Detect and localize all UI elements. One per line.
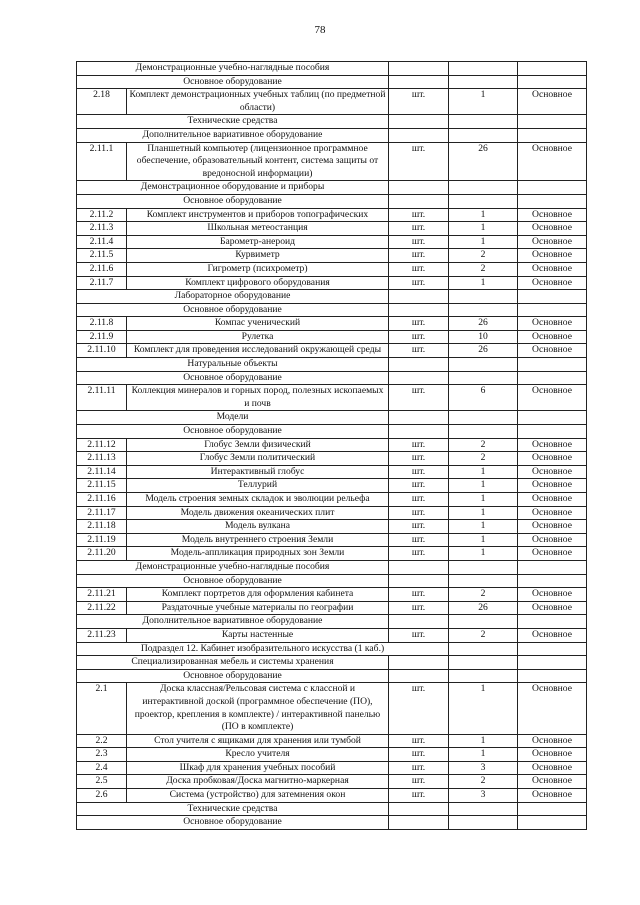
item-quantity: 1 xyxy=(449,222,518,236)
item-number: 2.11.12 xyxy=(77,438,127,452)
section-row xyxy=(77,816,587,830)
empty-cell xyxy=(389,358,449,372)
section-heading: Основное оборудование xyxy=(77,574,389,588)
item-quantity: 26 xyxy=(449,344,518,358)
section-row xyxy=(77,128,587,142)
empty-cell xyxy=(389,181,449,195)
section-heading: Основное оборудование xyxy=(77,303,389,317)
empty-cell xyxy=(389,615,449,629)
empty-cell xyxy=(389,62,449,76)
equipment-table xyxy=(76,61,587,830)
item-number: 2.11.7 xyxy=(77,276,127,290)
item-number: 2.11.16 xyxy=(77,493,127,507)
section-heading: Демонстрационные учебно-наглядные пособия xyxy=(77,560,389,574)
section-row xyxy=(77,181,587,195)
item-name: Модель вулкана xyxy=(127,520,389,534)
section-heading: Основное оборудование xyxy=(77,425,389,439)
empty-cell xyxy=(389,669,449,683)
item-number: 2.11.22 xyxy=(77,601,127,615)
item-unit: шт. xyxy=(389,438,449,452)
item-type: Основное xyxy=(518,748,587,762)
empty-cell xyxy=(389,656,449,670)
empty-cell xyxy=(518,411,587,425)
table-row xyxy=(77,262,587,276)
empty-cell xyxy=(449,802,518,816)
empty-cell xyxy=(389,371,449,385)
empty-cell xyxy=(518,816,587,830)
item-name: Интерактивный глобус xyxy=(127,465,389,479)
section-row xyxy=(77,411,587,425)
empty-cell xyxy=(449,62,518,76)
item-name: Модель внутреннего строения Земли xyxy=(127,533,389,547)
section-row xyxy=(77,371,587,385)
table-row xyxy=(77,249,587,263)
table-row xyxy=(77,222,587,236)
empty-cell xyxy=(518,371,587,385)
table-row xyxy=(77,588,587,602)
item-name: Школьная метеостанция xyxy=(127,222,389,236)
item-unit: шт. xyxy=(389,789,449,803)
item-number: 2.11.1 xyxy=(77,142,127,181)
empty-cell xyxy=(518,290,587,304)
item-unit: шт. xyxy=(389,520,449,534)
section-row xyxy=(77,560,587,574)
table-row xyxy=(77,520,587,534)
empty-cell xyxy=(518,642,587,656)
empty-cell xyxy=(449,303,518,317)
item-number: 2.11.2 xyxy=(77,208,127,222)
item-type: Основное xyxy=(518,438,587,452)
item-number: 2.11.9 xyxy=(77,330,127,344)
empty-cell xyxy=(389,802,449,816)
item-unit: шт. xyxy=(389,775,449,789)
empty-cell xyxy=(518,574,587,588)
empty-cell xyxy=(518,128,587,142)
empty-cell xyxy=(518,115,587,129)
item-unit: шт. xyxy=(389,734,449,748)
empty-cell xyxy=(449,574,518,588)
section-row xyxy=(77,425,587,439)
section-heading: Основное оборудование xyxy=(77,75,389,89)
empty-cell xyxy=(518,802,587,816)
item-type: Основное xyxy=(518,235,587,249)
table-row xyxy=(77,479,587,493)
table-row xyxy=(77,493,587,507)
item-name: Модель строения земных складок и эволюции рельефа xyxy=(127,493,389,507)
item-number: 2.11.5 xyxy=(77,249,127,263)
section-heading: Основное оборудование xyxy=(77,669,389,683)
item-type: Основное xyxy=(518,452,587,466)
equipment-table-body xyxy=(77,62,587,830)
empty-cell xyxy=(449,642,518,656)
item-number: 2.11.19 xyxy=(77,533,127,547)
section-heading: Демонстрационное оборудование и приборы xyxy=(77,181,389,195)
item-name: Доска классная/Рельсовая система с классной и интерактивной доской (программное обеспечение (ПО), проектор, крепления в комплекте) / интерактивной панелью (ПО в комплекте) xyxy=(127,683,389,734)
item-unit: шт. xyxy=(389,452,449,466)
item-quantity: 10 xyxy=(449,330,518,344)
item-name: Раздаточные учебные материалы по географии xyxy=(127,601,389,615)
item-unit: шт. xyxy=(389,506,449,520)
item-name: Комплект инструментов и приборов топографических xyxy=(127,208,389,222)
item-quantity: 1 xyxy=(449,89,518,115)
item-unit: шт. xyxy=(389,222,449,236)
item-unit: шт. xyxy=(389,208,449,222)
item-quantity: 2 xyxy=(449,262,518,276)
empty-cell xyxy=(449,411,518,425)
empty-cell xyxy=(518,425,587,439)
item-number: 2.11.6 xyxy=(77,262,127,276)
empty-cell xyxy=(518,669,587,683)
table-row xyxy=(77,683,587,734)
item-name: Комплект портретов для оформления кабинета xyxy=(127,588,389,602)
section-heading: Основное оборудование xyxy=(77,194,389,208)
item-type: Основное xyxy=(518,547,587,561)
page-number: 78 xyxy=(314,24,326,36)
section-heading: Демонстрационные учебно-наглядные пособия xyxy=(77,62,389,76)
empty-cell xyxy=(449,115,518,129)
empty-cell xyxy=(518,303,587,317)
empty-cell xyxy=(389,816,449,830)
item-quantity: 2 xyxy=(449,438,518,452)
item-type: Основное xyxy=(518,249,587,263)
item-quantity: 1 xyxy=(449,748,518,762)
item-quantity: 2 xyxy=(449,628,518,642)
section-row xyxy=(77,303,587,317)
item-unit: шт. xyxy=(389,89,449,115)
empty-cell xyxy=(449,194,518,208)
empty-cell xyxy=(518,358,587,372)
table-row xyxy=(77,317,587,331)
item-quantity: 1 xyxy=(449,493,518,507)
empty-cell xyxy=(518,615,587,629)
empty-cell xyxy=(449,425,518,439)
item-number: 2.11.3 xyxy=(77,222,127,236)
empty-cell xyxy=(389,290,449,304)
item-name: Планшетный компьютер (лицензионное программное обеспечение, образовательный контент, система защиты от вредоносной информации) xyxy=(127,142,389,181)
item-quantity: 1 xyxy=(449,235,518,249)
item-unit: шт. xyxy=(389,628,449,642)
item-name: Комплект для проведения исследований окружающей среды xyxy=(127,344,389,358)
item-quantity: 2 xyxy=(449,452,518,466)
section-row xyxy=(77,669,587,683)
section-row xyxy=(77,615,587,629)
item-name: Гигрометр (психрометр) xyxy=(127,262,389,276)
table-row xyxy=(77,235,587,249)
section-row xyxy=(77,75,587,89)
empty-cell xyxy=(389,194,449,208)
table-row xyxy=(77,438,587,452)
item-quantity: 1 xyxy=(449,520,518,534)
item-quantity: 1 xyxy=(449,208,518,222)
item-number: 2.11.20 xyxy=(77,547,127,561)
item-type: Основное xyxy=(518,761,587,775)
item-unit: шт. xyxy=(389,317,449,331)
item-quantity: 3 xyxy=(449,761,518,775)
item-unit: шт. xyxy=(389,344,449,358)
item-type: Основное xyxy=(518,262,587,276)
item-quantity: 1 xyxy=(449,506,518,520)
table-row xyxy=(77,385,587,411)
table-row xyxy=(77,465,587,479)
table-row xyxy=(77,547,587,561)
item-quantity: 1 xyxy=(449,479,518,493)
table-row xyxy=(77,330,587,344)
item-type: Основное xyxy=(518,344,587,358)
table-row xyxy=(77,734,587,748)
section-heading: Дополнительное вариативное оборудование xyxy=(77,128,389,142)
item-type: Основное xyxy=(518,520,587,534)
section-heading: Лабораторное оборудование xyxy=(77,290,389,304)
empty-cell xyxy=(518,62,587,76)
empty-cell xyxy=(449,669,518,683)
table-row xyxy=(77,533,587,547)
item-quantity: 2 xyxy=(449,775,518,789)
item-type: Основное xyxy=(518,628,587,642)
item-type: Основное xyxy=(518,208,587,222)
item-unit: шт. xyxy=(389,465,449,479)
item-number: 2.11.11 xyxy=(77,385,127,411)
item-name: Курвиметр xyxy=(127,249,389,263)
empty-cell xyxy=(449,290,518,304)
item-quantity: 1 xyxy=(449,276,518,290)
item-number: 2.11.4 xyxy=(77,235,127,249)
table-row xyxy=(77,601,587,615)
item-quantity: 2 xyxy=(449,588,518,602)
empty-cell xyxy=(518,560,587,574)
empty-cell xyxy=(389,303,449,317)
section-row xyxy=(77,62,587,76)
item-unit: шт. xyxy=(389,142,449,181)
item-unit: шт. xyxy=(389,601,449,615)
table-row xyxy=(77,789,587,803)
item-name: Теллурий xyxy=(127,479,389,493)
item-unit: шт. xyxy=(389,588,449,602)
item-quantity: 26 xyxy=(449,317,518,331)
empty-cell xyxy=(389,75,449,89)
item-type: Основное xyxy=(518,588,587,602)
empty-cell xyxy=(449,358,518,372)
item-number: 2.11.17 xyxy=(77,506,127,520)
item-number: 2.6 xyxy=(77,789,127,803)
section-row xyxy=(77,194,587,208)
empty-cell xyxy=(449,181,518,195)
item-type: Основное xyxy=(518,142,587,181)
section-row xyxy=(77,115,587,129)
section-heading: Дополнительное вариативное оборудование xyxy=(77,615,389,629)
item-type: Основное xyxy=(518,222,587,236)
item-unit: шт. xyxy=(389,262,449,276)
empty-cell xyxy=(518,181,587,195)
item-type: Основное xyxy=(518,89,587,115)
section-heading: Основное оборудование xyxy=(77,371,389,385)
empty-cell xyxy=(449,560,518,574)
item-type: Основное xyxy=(518,789,587,803)
item-quantity: 1 xyxy=(449,547,518,561)
item-name: Модель-аппликация природных зон Земли xyxy=(127,547,389,561)
table-row xyxy=(77,208,587,222)
table-row xyxy=(77,748,587,762)
table-row xyxy=(77,761,587,775)
item-quantity: 2 xyxy=(449,249,518,263)
table-row xyxy=(77,628,587,642)
item-type: Основное xyxy=(518,465,587,479)
table-row xyxy=(77,506,587,520)
item-quantity: 1 xyxy=(449,683,518,734)
item-name: Комплект демонстрационных учебных таблиц (по предметной области) xyxy=(127,89,389,115)
empty-cell xyxy=(518,75,587,89)
item-number: 2.11.21 xyxy=(77,588,127,602)
section-row xyxy=(77,358,587,372)
empty-cell xyxy=(449,75,518,89)
empty-cell xyxy=(449,816,518,830)
item-type: Основное xyxy=(518,601,587,615)
section-heading: Модели xyxy=(77,411,389,425)
section-row xyxy=(77,656,587,670)
item-name: Доска пробковая/Доска магнитно-маркерная xyxy=(127,775,389,789)
item-unit: шт. xyxy=(389,493,449,507)
item-quantity: 6 xyxy=(449,385,518,411)
item-name: Барометр-анероид xyxy=(127,235,389,249)
item-unit: шт. xyxy=(389,683,449,734)
item-number: 2.4 xyxy=(77,761,127,775)
item-name: Модель движения океанических плит xyxy=(127,506,389,520)
item-name: Глобус Земли физический xyxy=(127,438,389,452)
item-unit: шт. xyxy=(389,533,449,547)
section-row xyxy=(77,802,587,816)
item-unit: шт. xyxy=(389,276,449,290)
item-number: 2.2 xyxy=(77,734,127,748)
section-heading: Специализированная мебель и системы хранения xyxy=(77,656,389,670)
item-number: 2.11.18 xyxy=(77,520,127,534)
item-type: Основное xyxy=(518,775,587,789)
table-row xyxy=(77,344,587,358)
empty-cell xyxy=(449,656,518,670)
empty-cell xyxy=(449,615,518,629)
item-type: Основное xyxy=(518,506,587,520)
item-number: 2.11.13 xyxy=(77,452,127,466)
table-row xyxy=(77,452,587,466)
empty-cell xyxy=(389,574,449,588)
item-name: Шкаф для хранения учебных пособий xyxy=(127,761,389,775)
item-quantity: 1 xyxy=(449,734,518,748)
item-unit: шт. xyxy=(389,235,449,249)
item-type: Основное xyxy=(518,317,587,331)
section-heading: Натуральные объекты xyxy=(77,358,389,372)
item-name: Глобус Земли политический xyxy=(127,452,389,466)
item-number: 2.11.14 xyxy=(77,465,127,479)
subsection-heading: Подраздел 12. Кабинет изобразительного искусства (1 каб.) xyxy=(77,642,449,656)
item-name: Кресло учителя xyxy=(127,748,389,762)
item-number: 2.11.23 xyxy=(77,628,127,642)
section-row xyxy=(77,290,587,304)
section-heading: Технические средства xyxy=(77,802,389,816)
item-type: Основное xyxy=(518,479,587,493)
item-number: 2.5 xyxy=(77,775,127,789)
item-name: Карты настенные xyxy=(127,628,389,642)
item-quantity: 1 xyxy=(449,533,518,547)
item-name: Компас ученический xyxy=(127,317,389,331)
item-name: Коллекция минералов и горных пород, полезных ископаемых и почв xyxy=(127,385,389,411)
section-heading: Технические средства xyxy=(77,115,389,129)
item-unit: шт. xyxy=(389,761,449,775)
item-number: 2.3 xyxy=(77,748,127,762)
item-unit: шт. xyxy=(389,385,449,411)
item-type: Основное xyxy=(518,493,587,507)
item-unit: шт. xyxy=(389,479,449,493)
item-name: Система (устройство) для затемнения окон xyxy=(127,789,389,803)
item-unit: шт. xyxy=(389,547,449,561)
section-row xyxy=(77,574,587,588)
empty-cell xyxy=(449,128,518,142)
item-type: Основное xyxy=(518,330,587,344)
item-number: 2.11.10 xyxy=(77,344,127,358)
table-row xyxy=(77,89,587,115)
item-quantity: 3 xyxy=(449,789,518,803)
empty-cell xyxy=(449,371,518,385)
item-name: Стол учителя с ящиками для хранения или тумбой xyxy=(127,734,389,748)
item-quantity: 26 xyxy=(449,142,518,181)
table-row xyxy=(77,276,587,290)
item-unit: шт. xyxy=(389,330,449,344)
empty-cell xyxy=(389,411,449,425)
item-name: Рулетка xyxy=(127,330,389,344)
empty-cell xyxy=(389,560,449,574)
empty-cell xyxy=(518,656,587,670)
item-name: Комплект цифрового оборудования xyxy=(127,276,389,290)
item-unit: шт. xyxy=(389,249,449,263)
table-row xyxy=(77,142,587,181)
item-quantity: 1 xyxy=(449,465,518,479)
item-type: Основное xyxy=(518,683,587,734)
empty-cell xyxy=(518,194,587,208)
item-number: 2.11.8 xyxy=(77,317,127,331)
empty-cell xyxy=(389,128,449,142)
empty-cell xyxy=(389,425,449,439)
empty-cell xyxy=(389,115,449,129)
item-unit: шт. xyxy=(389,748,449,762)
table-row xyxy=(77,775,587,789)
section-heading: Основное оборудование xyxy=(77,816,389,830)
subsection-row xyxy=(77,642,587,656)
item-quantity: 26 xyxy=(449,601,518,615)
item-type: Основное xyxy=(518,385,587,411)
item-number: 2.11.15 xyxy=(77,479,127,493)
item-type: Основное xyxy=(518,533,587,547)
item-number: 2.18 xyxy=(77,89,127,115)
item-type: Основное xyxy=(518,276,587,290)
item-type: Основное xyxy=(518,734,587,748)
item-number: 2.1 xyxy=(77,683,127,734)
